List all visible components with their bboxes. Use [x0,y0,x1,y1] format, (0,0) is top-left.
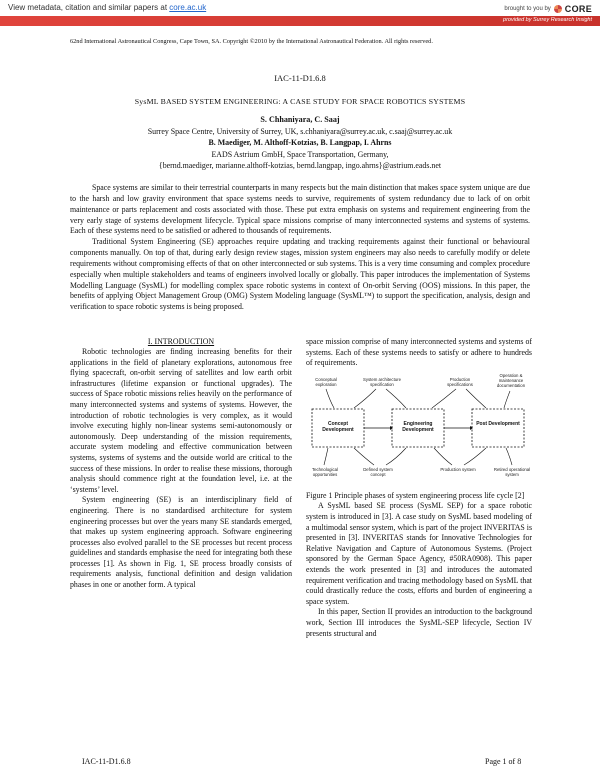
paper-id: IAC-11-D1.6.8 [274,73,326,83]
arrow-bot-mid2-a [434,448,452,465]
conceptual-exploration-label: Conceptual exploration [315,376,337,387]
footer-paper-id: IAC-11-D1.6.8 [82,757,131,766]
arrow-top-left [326,389,334,408]
brought-to-you-text: brought to you by [504,6,551,12]
intro-paragraph-5: In this paper, Section II provides an introduction to the background work, Section III introduces the SysML-SEP lifecycle, Section IV presents structural and [306,607,532,638]
arrow-bot-mid1-b [386,448,406,465]
engineering-development-label: Engineering Development [402,420,434,433]
affiliation-2-emails: {bernd.maediger, marianne.althoff-kotzias, bernd.langpap, ingo.ahrns}@astrium.eads.net [158,161,442,170]
intro-paragraph-4: A SysML based SE process (SysML SEP) for a space robotic system is introduced in [3]. A case study on SysML based modeling of a multimodal sensor system, which is part of the project INVERITAS is presented in [3]. INVERITAS stands for Innovative Technologies for Relative Navigation and Capture of Autonomous Systems. (Project sponsored by the German Space Agency, #50RA0908). This paper extends the work presented in [3] and introduces the automated requirement verification and tracing methodology based on SysML that could drastically reduce the costs, efforts and burden of engineering a space system. [306,501,532,606]
arrow-bot-right [506,448,512,465]
arrow-bot-mid2-b [464,448,486,465]
left-column [70,336,292,591]
concept-development-label: Concept Development [322,420,354,433]
abstract [70,183,530,313]
provided-by-text[interactable]: provided by Surrey Research Insight [503,17,592,23]
arrow-top-mid2-b [466,389,486,408]
core-logo-icon [554,5,562,13]
technological-opportunities-label: Technological opportunities [311,466,339,477]
system-architecture-label: System architecture specification [363,376,401,387]
affiliation-1: Surrey Space Centre, University of Surrey, UK, s.chhaniyara@surrey.ac.uk, c.saaj@surrey.ac.uk [147,127,453,136]
authors-group-2: B. Maediger, M. Althoff-Kotzias, B. Langpap, I. Ahrns [208,138,392,147]
arrow-top-mid2-a [432,389,456,408]
brought-to-you[interactable] [504,4,592,14]
arrow-bot-left [324,448,328,465]
operation-maintenance-label: Operation & maintenance documentation [496,372,526,388]
core-logo-text: CORE [564,4,592,14]
post-development-label: Post Development [476,420,520,427]
defined-system-concept-label: Defined system concept [363,466,393,477]
affiliation-2: EADS Astrium GmbH, Space Transportation, Germany, [211,150,389,159]
paper-title: SysML BASED SYSTEM ENGINEERING: A CASE STUDY FOR SPACE ROBOTICS SYSTEMS [134,97,466,106]
abstract-paragraph-2: Traditional System Engineering (SE) approaches require updating and tracking requirements against their functional or behavioural components manually. On top of that, during early design review stages, mission system engineers may also needs to carefully modify or delete requirements without compromising effects of that on other interconnected or sub systems. This is a very time consuming and complex procedure especially when multiple stakeholders and teams of engineers involved locally or globally. This paper introduces the implementation of Systems Modelling Language (SysML) for modelling complex space robotic systems in context of On-orbit Serving (OOS) missions. In this paper, the benefits of applying Object Management Group (OMG) System Modeling language (SysML™) to support the specification, analysis, design and verification to space robotic systems is being proposed. [70,237,530,312]
arrow-top-mid1-a [354,389,376,408]
abstract-paragraph-1: Space systems are similar to their terrestrial counterparts in many respects but the main distinction that makes space system unique are due to the harsh and low gravity environment that space systems needs to survive, requirements of system redundancy due to lack of on orbit maintenance or parts replacement and costs associated with those. These put extra emphasis on systems and requirement engineering from the very early stage of systems development lifecycle. Typical space missions comprise of many interconnected systems and systems of systems. Each of these systems need to be satisfied or adhered to thousands of requirements. [70,183,530,236]
intro-paragraph-1: Robotic technologies are finding increasing benefits for their applications in the field of planetary explorations, autonomous free flying spacecraft, on-orbit serving of satellites and low earth orbit infrastructures (lifetime expansion or functional upgrades). The success of Space robotic missions relies heavily on the performance of many interconnected systems and systems of systems. However, the introduction of robotic technologies is very complex, as it would involve executing highly non-linear systems semi-autonomously or autonomously. Deep understanding of the mission requirements, accurate system modeling and effective communication between systems, systems of systems and the outside world are critical to the success of these missions. In order to realise these missions, thorough analysis should commence right at the foundation level, i.e. at the ‘systems’ level. [70,347,292,494]
view-metadata-prefix: View metadata, citation and similar papers at [8,3,170,12]
arrow-top-mid1-b [386,389,406,408]
figure-1-caption: Figure 1 Principle phases of system engineering process life cycle [2] [306,490,525,500]
production-system-label: Production system [440,466,476,472]
intro-paragraph-2: System engineering (SE) is an interdisciplinary field of engineering. There is no standardised architecture for system engineering processes but over the years many SE standards emerged, that makes up system engineering approach. Software engineering processes also evolved parallel to the SE processes but recent process guidelines and standards emphasise the need for integrating both these processes [1]. As shown in Fig. 1, SE process broadly consists of requirements analysis, functional definition and design validation phases in one or another form. A typical [70,495,292,590]
post-box [472,409,524,447]
intro-paragraph-3: space mission comprise of many interconnected systems and systems of systems. Each of these systems needs to satisfy or adhere to hundreds of requirements. [306,337,532,368]
copyright-line: 62nd International Astronautical Congress, Cape Town, SA. Copyright ©2010 by the International Astronautical Federation. All rights reserved. [70,38,433,45]
authors-group-1: S. Chhaniyara, C. Saaj [260,115,340,124]
production-specifications-label: Production specifications [447,376,473,387]
footer-page-number: Page 1 of 8 [485,757,522,766]
retired-system-label: Retired operational system [493,466,531,477]
figure-1 [306,371,532,489]
arrow-bot-mid1-a [354,448,374,465]
arrow-top-right [504,391,510,408]
section-title-introduction: I. INTRODUCTION [147,337,215,346]
right-column [306,337,532,639]
view-metadata-text [8,3,206,12]
core-link[interactable]: core.ac.uk [169,3,207,12]
